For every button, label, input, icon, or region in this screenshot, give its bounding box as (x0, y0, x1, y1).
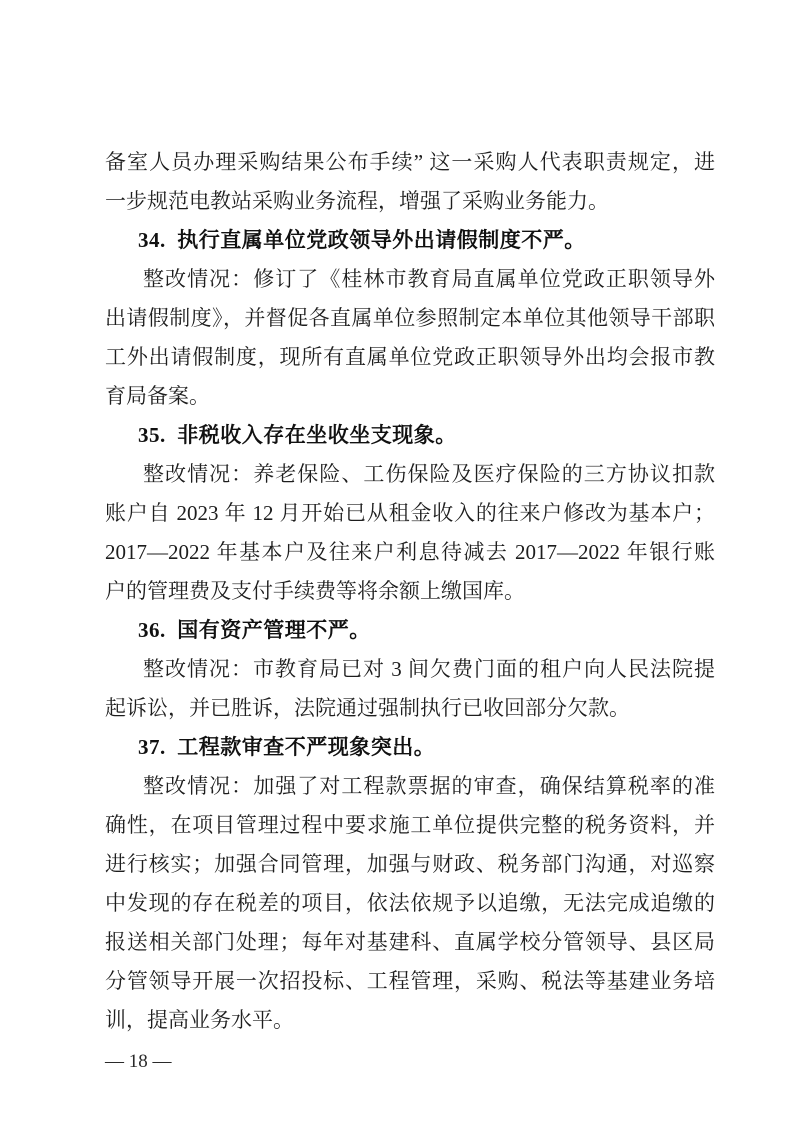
item-37-body-line: 进行核实；加强合同管理，加强与财政、税务部门沟通，对巡察 (105, 852, 715, 876)
item-36-heading: 36. 国有资产管理不严。 (138, 618, 371, 642)
item-35-body-line: 整改情况：养老保险、工伤保险及医疗保险的三方协议扣款 (143, 462, 715, 486)
item-37-body-line: 确性，在项目管理过程中要求施工单位提供完整的税务资料，并 (105, 813, 715, 837)
item-35-body-line: 账户自 2023 年 12 月开始已从租金收入的往来户修改为基本户； (105, 501, 715, 525)
item-37-body-line: 训，提高业务水平。 (105, 1008, 294, 1032)
item-34-body-line: 育局备案。 (105, 384, 210, 408)
item-34-body-line: 整改情况：修订了《桂林市教育局直属单位党政正职领导外 (143, 267, 715, 291)
item-36-body-line: 整改情况：市教育局已对 3 间欠费门面的租户向人民法院提 (143, 657, 715, 681)
intro-line: 一步规范电教站采购业务流程，增强了采购业务能力。 (105, 189, 609, 213)
item-37-body-line: 报送相关部门处理；每年对基建科、直属学校分管领导、县区局 (105, 930, 715, 954)
page-number: — 18 — (105, 1051, 172, 1072)
text-block (105, 143, 715, 1040)
item-37-body-line: 整改情况：加强了对工程款票据的审查，确保结算税率的准 (143, 774, 715, 798)
item-37-body-line: 中发现的存在税差的项目，依法依规予以追缴，无法完成追缴的 (105, 891, 715, 915)
item-36-body-line: 起诉讼，并已胜诉，法院通过强制执行已收回部分欠款。 (105, 696, 630, 720)
item-34-heading: 34. 执行直属单位党政领导外出请假制度不严。 (138, 228, 586, 252)
item-34-body-line: 工外出请假制度，现所有直属单位党政正职领导外出均会报市教 (105, 345, 715, 369)
item-35-heading: 35. 非税收入存在坐收坐支现象。 (138, 423, 457, 447)
item-34-body-line: 出请假制度》，并督促各直属单位参照制定本单位其他领导干部职 (105, 306, 715, 330)
item-35-body-line: 2017—2022 年基本户及往来户利息待减去 2017—2022 年银行账 (105, 540, 715, 564)
item-37-heading: 37. 工程款审查不严现象突出。 (138, 735, 436, 759)
item-37-body-line: 分管领导开展一次招投标、工程管理，采购、税法等基建业务培 (105, 969, 715, 993)
intro-line: 备室人员办理采购结果公布手续” 这一采购人代表职责规定，进 (105, 150, 715, 174)
item-35-body-line: 户的管理费及支付手续费等将余额上缴国库。 (105, 579, 525, 603)
